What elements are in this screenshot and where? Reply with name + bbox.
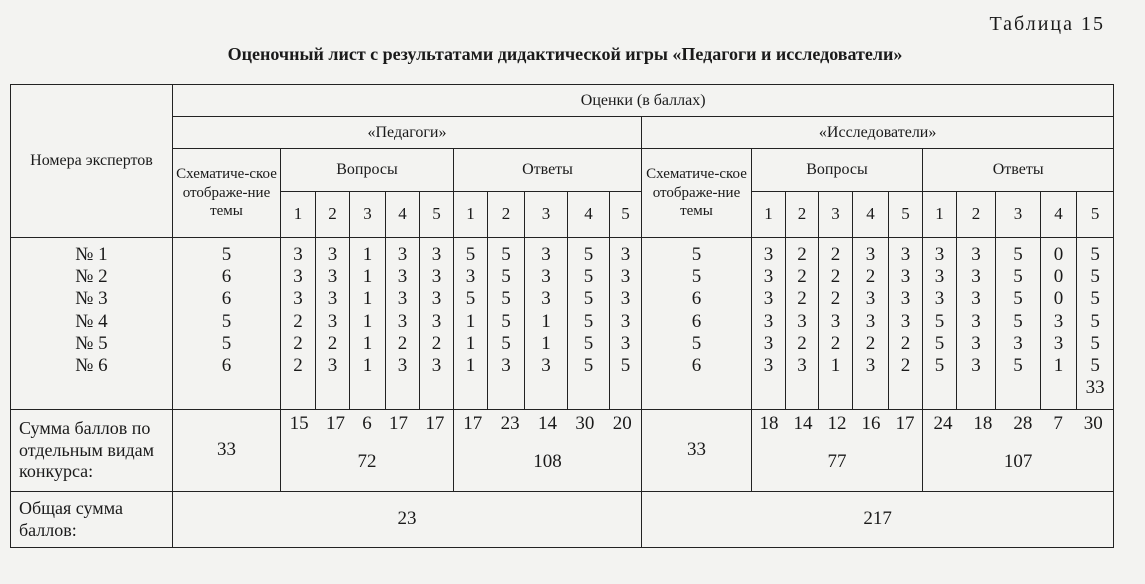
res-schematic-header: Схематиче-ское отображе-ние темы: [642, 149, 752, 238]
res-questions-total: 77: [827, 451, 847, 472]
cell-value: 2: [293, 310, 303, 332]
res-a1-values: [923, 238, 957, 410]
col-num: 1: [752, 192, 786, 238]
cell-value: 3: [934, 288, 945, 310]
cell-value: 3: [327, 288, 338, 310]
cell-value: 3: [293, 244, 303, 265]
cell-value: 2: [830, 332, 841, 354]
cell-value: 3: [501, 355, 511, 377]
researchers-header: «Исследователи»: [642, 117, 1114, 149]
col-num: 3: [819, 192, 853, 238]
ped-a2-values: [488, 238, 525, 410]
cell-value: 2: [865, 266, 876, 288]
sum-value: 24: [933, 413, 953, 434]
cell-value: 5: [1090, 266, 1100, 288]
cell-value: 2: [797, 266, 807, 288]
cell-value: 3: [934, 244, 945, 265]
pedagogues-header: «Педагоги»: [173, 117, 642, 149]
res-schematic-sum: 33: [642, 410, 752, 492]
cell-value: 5: [501, 332, 511, 354]
cell-value: № 5: [75, 332, 108, 354]
cell-value: 3: [620, 266, 631, 288]
sum-value: 17: [425, 413, 445, 434]
res-q3-values: [819, 238, 853, 410]
cell-value: 5: [501, 310, 511, 332]
cell-value: 3: [431, 288, 442, 310]
cell-value: 3: [327, 355, 338, 377]
col-num: 3: [525, 192, 568, 238]
ped-answers-total: 108: [533, 451, 562, 472]
res-questions-header: Вопросы: [752, 149, 923, 192]
extra-value: 33: [1085, 377, 1105, 399]
ped-q2-values: [316, 238, 350, 410]
res-total: 217: [642, 492, 1114, 548]
cell-value: 3: [327, 310, 338, 332]
cell-value: 2: [900, 355, 911, 377]
cell-value: 1: [362, 355, 373, 377]
cell-value: 3: [431, 310, 442, 332]
cell-value: 3: [971, 244, 981, 265]
cell-value: 5: [221, 332, 232, 354]
cell-value: 5: [691, 244, 702, 265]
cell-value: 3: [865, 244, 876, 265]
res-a2-values: [957, 238, 996, 410]
cell-value: 3: [620, 244, 631, 265]
cell-value: 3: [934, 266, 945, 288]
ped-total: 23: [173, 492, 642, 548]
sum-value: 17: [389, 413, 409, 434]
cell-value: 1: [541, 310, 551, 332]
cell-value: 0: [1053, 288, 1064, 310]
ped-questions-total: 72: [357, 451, 377, 472]
cell-value: 5: [501, 288, 511, 310]
cell-value: 5: [501, 244, 511, 265]
cell-value: № 2: [75, 266, 108, 288]
cell-value: 3: [971, 288, 981, 310]
sum-value: 18: [759, 413, 779, 434]
ped-answers-sum-values: [454, 414, 641, 452]
res-a5-values: [1077, 238, 1114, 410]
cell-value: 2: [431, 332, 442, 354]
cell-value: 1: [830, 355, 841, 377]
cell-value: 3: [763, 288, 774, 310]
cell-value: 3: [327, 244, 338, 265]
cell-value: 3: [541, 266, 551, 288]
ped-q1-values: [281, 238, 316, 410]
cell-value: 3: [431, 266, 442, 288]
cell-value: 3: [971, 355, 981, 377]
cell-value: 5: [1090, 355, 1100, 377]
sum-value: 14: [793, 413, 813, 434]
cell-value: № 3: [75, 288, 108, 310]
cell-value: 3: [763, 310, 774, 332]
data-row: [11, 238, 1114, 410]
cell-value: 6: [221, 266, 232, 288]
res-questions-sum: [752, 410, 923, 492]
cell-value: 1: [465, 332, 476, 354]
cell-value: 2: [900, 332, 911, 354]
cell-value: 6: [691, 310, 702, 332]
cell-value: 6: [221, 288, 232, 310]
cell-value: 2: [293, 355, 303, 377]
cell-value: 3: [900, 244, 911, 265]
cell-value: № 1: [75, 244, 108, 265]
cell-value: 3: [541, 288, 551, 310]
ped-schematic-values: [173, 238, 281, 410]
cell-value: 3: [1013, 332, 1023, 354]
table-number-label: Таблица 15: [989, 13, 1105, 35]
ped-answers-sum: [454, 410, 642, 492]
ped-schematic-sum: 33: [173, 410, 281, 492]
cell-value: 3: [971, 266, 981, 288]
cell-value: 3: [971, 332, 981, 354]
ped-q5-values: [420, 238, 454, 410]
expert-list: [11, 238, 173, 410]
experts-header: Номера экспертов: [11, 85, 173, 238]
cell-value: 3: [797, 310, 807, 332]
cell-value: 5: [1013, 310, 1023, 332]
cell-value: 3: [865, 288, 876, 310]
col-num: 3: [350, 192, 386, 238]
scores-header: Оценки (в баллах): [173, 85, 1114, 117]
ped-questions-sum: [281, 410, 454, 492]
col-num: 4: [1041, 192, 1077, 238]
score-table: [10, 84, 1114, 548]
ped-answers-header: Ответы: [454, 149, 642, 192]
cell-value: 5: [583, 244, 594, 265]
ped-a3-values: [525, 238, 568, 410]
sum-value: 16: [861, 413, 881, 434]
cell-value: 6: [691, 355, 702, 377]
cell-value: № 6: [75, 355, 108, 377]
cell-value: 2: [293, 332, 303, 354]
col-num: 4: [853, 192, 889, 238]
cell-value: 0: [1053, 266, 1064, 288]
cell-value: 3: [763, 332, 774, 354]
cell-value: 2: [865, 332, 876, 354]
cell-value: 3: [797, 355, 807, 377]
total-row: [11, 492, 1114, 548]
sum-value: 12: [827, 413, 847, 434]
sum-value: 30: [575, 413, 595, 434]
sum-value: 6: [362, 413, 372, 434]
cell-value: 5: [465, 288, 476, 310]
cell-value: 5: [221, 310, 232, 332]
cell-value: 3: [1053, 310, 1064, 332]
cell-value: 3: [431, 244, 442, 265]
total-label: Общая сумма баллов:: [11, 492, 173, 548]
res-q4-values: [853, 238, 889, 410]
cell-value: 2: [830, 244, 841, 265]
cell-value: 1: [362, 244, 373, 265]
cell-value: 1: [541, 332, 551, 354]
cell-value: 3: [293, 266, 303, 288]
cell-value: 2: [397, 332, 408, 354]
sum-value: 7: [1053, 413, 1063, 434]
cell-value: 5: [583, 310, 594, 332]
col-num: 1: [281, 192, 316, 238]
ped-q3-values: [350, 238, 386, 410]
cell-value: 5: [583, 266, 594, 288]
cell-value: 5: [934, 355, 945, 377]
cell-value: 5: [1013, 355, 1023, 377]
cell-value: 1: [1053, 355, 1064, 377]
cell-value: 3: [865, 355, 876, 377]
res-a4-values: [1041, 238, 1077, 410]
cell-value: 1: [465, 310, 476, 332]
cell-value: 5: [583, 355, 594, 377]
cell-value: 2: [327, 332, 338, 354]
cell-value: 0: [1053, 244, 1064, 265]
col-num: 1: [454, 192, 488, 238]
res-answers-header: Ответы: [923, 149, 1114, 192]
cell-value: 5: [620, 355, 631, 377]
sum-value: 30: [1083, 413, 1103, 434]
col-num: 1: [923, 192, 957, 238]
res-q5-values: [889, 238, 923, 410]
cell-value: 3: [293, 288, 303, 310]
ped-a1-values: [454, 238, 488, 410]
cell-value: 2: [830, 266, 841, 288]
res-answers-sum: [923, 410, 1114, 492]
cell-value: 5: [1013, 288, 1023, 310]
ped-schematic-header: Схематиче-ское отображе-ние темы: [173, 149, 281, 238]
cell-value: 5: [465, 244, 476, 265]
cell-value: 5: [691, 266, 702, 288]
sum-value: 20: [612, 413, 632, 434]
cell-value: 2: [797, 288, 807, 310]
res-a3-values: [996, 238, 1041, 410]
col-num: 2: [786, 192, 819, 238]
sums-row: [11, 410, 1114, 492]
cell-value: 3: [620, 288, 631, 310]
col-num: 5: [889, 192, 923, 238]
res-q2-values: [786, 238, 819, 410]
cell-value: 3: [397, 288, 408, 310]
sum-value: 17: [463, 413, 483, 434]
cell-value: 3: [397, 266, 408, 288]
ped-questions-header: Вопросы: [281, 149, 454, 192]
cell-value: 5: [501, 266, 511, 288]
cell-value: 3: [465, 266, 476, 288]
cell-value: 3: [971, 310, 981, 332]
cell-value: 1: [362, 288, 373, 310]
cell-value: 6: [691, 288, 702, 310]
col-num: 5: [1077, 192, 1114, 238]
cell-value: 5: [1013, 244, 1023, 265]
cell-value: 3: [327, 266, 338, 288]
col-num: 4: [568, 192, 610, 238]
cell-value: 3: [397, 310, 408, 332]
sums-label: Сумма баллов по отдельным видам конкурса:: [11, 410, 173, 492]
sum-value: 23: [500, 413, 520, 434]
cell-value: 5: [583, 332, 594, 354]
ped-a4-values: [568, 238, 610, 410]
cell-value: 5: [934, 310, 945, 332]
cell-value: 3: [620, 310, 631, 332]
cell-value: 2: [797, 332, 807, 354]
cell-value: 5: [1090, 288, 1100, 310]
ped-a5-values: [610, 238, 642, 410]
cell-value: 5: [1090, 310, 1100, 332]
cell-value: 1: [362, 266, 373, 288]
cell-value: 3: [763, 355, 774, 377]
cell-value: 5: [583, 288, 594, 310]
cell-value: 1: [362, 310, 373, 332]
cell-value: 3: [900, 310, 911, 332]
sum-value: 15: [289, 413, 309, 434]
cell-value: 1: [362, 332, 373, 354]
sum-value: 17: [325, 413, 345, 434]
res-schematic-values: [642, 238, 752, 410]
ped-q4-values: [386, 238, 420, 410]
cell-value: 5: [1013, 266, 1023, 288]
sum-value: 18: [973, 413, 993, 434]
cell-value: 3: [620, 332, 631, 354]
cell-value: 1: [465, 355, 476, 377]
cell-value: 3: [541, 244, 551, 265]
cell-value: 3: [1053, 332, 1064, 354]
col-num: 2: [488, 192, 525, 238]
col-num: 4: [386, 192, 420, 238]
col-num: 2: [316, 192, 350, 238]
cell-value: 2: [830, 288, 841, 310]
cell-value: 5: [934, 332, 945, 354]
col-num: 5: [610, 192, 642, 238]
res-answers-sum-values: [923, 414, 1113, 452]
cell-value: 5: [221, 244, 232, 265]
cell-value: 3: [900, 288, 911, 310]
sum-value: 28: [1013, 413, 1033, 434]
ped-questions-sum-values: [281, 414, 453, 452]
sum-value: 14: [537, 413, 557, 434]
col-num: 3: [996, 192, 1041, 238]
cell-value: 3: [865, 310, 876, 332]
res-questions-sum-values: [752, 414, 922, 452]
cell-value: 3: [397, 355, 408, 377]
cell-value: 3: [763, 244, 774, 265]
cell-value: 2: [797, 244, 807, 265]
col-num: 5: [420, 192, 454, 238]
res-answers-total: 107: [1003, 451, 1033, 472]
cell-value: 3: [900, 266, 911, 288]
cell-value: 5: [1090, 244, 1100, 265]
cell-value: 5: [691, 332, 702, 354]
cell-value: № 4: [75, 310, 108, 332]
cell-value: 3: [397, 244, 408, 265]
cell-value: 3: [763, 266, 774, 288]
res-q1-values: [752, 238, 786, 410]
sum-value: 17: [895, 413, 915, 434]
cell-value: 3: [431, 355, 442, 377]
col-num: 2: [957, 192, 996, 238]
cell-value: 3: [830, 310, 841, 332]
cell-value: 5: [1090, 332, 1100, 354]
cell-value: 6: [221, 355, 232, 377]
cell-value: 3: [541, 355, 551, 377]
page-title: Оценочный лист с результатами дидактической игры «Педагоги и исследователи»: [227, 44, 903, 64]
